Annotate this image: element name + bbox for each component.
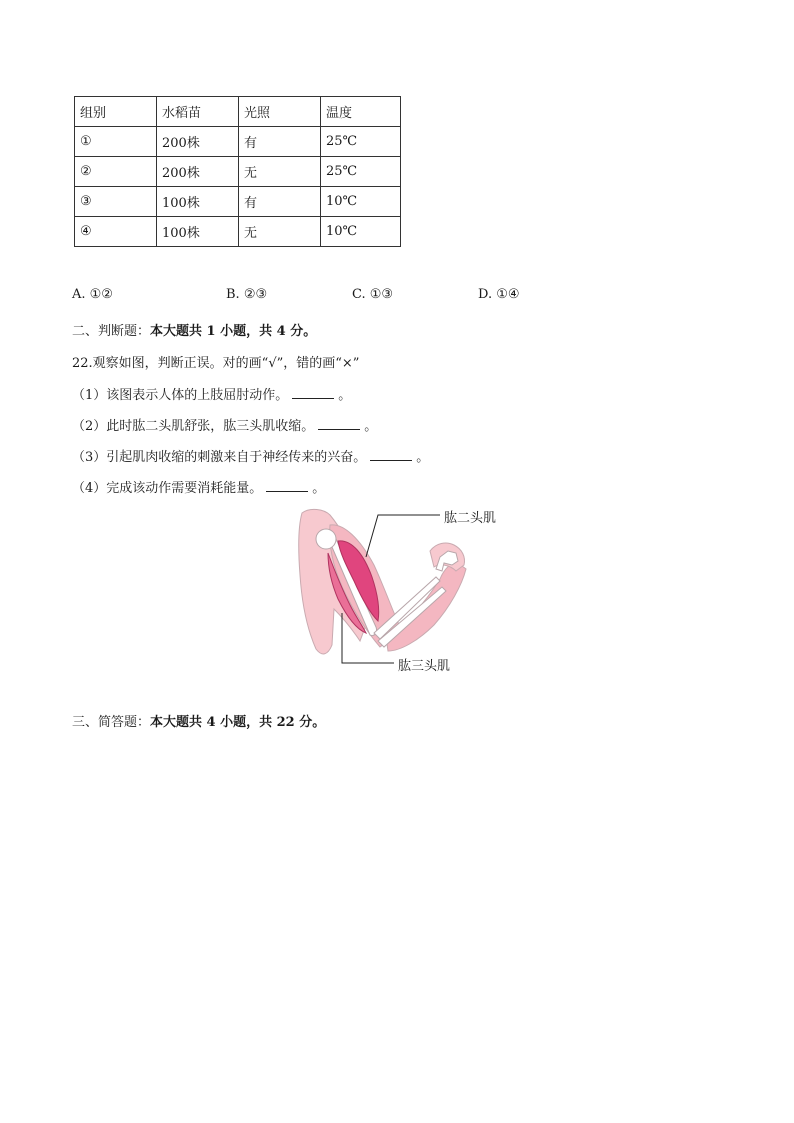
- table-cell: 25℃: [321, 157, 401, 187]
- table-cell: ②: [75, 157, 157, 187]
- option-b[interactable]: B. ②③: [226, 287, 268, 302]
- arm-illustration: [290, 505, 520, 680]
- triceps-label: 肱三头肌: [398, 659, 451, 674]
- section-desc: 本大题共 1 小题，共 4 分。: [150, 324, 317, 339]
- option-c[interactable]: C. ①③: [352, 287, 394, 302]
- shoulder-joint: [316, 529, 336, 549]
- question-item-end: 。: [338, 388, 352, 403]
- section-prefix: 二、判断题：: [72, 324, 151, 339]
- question-item: [72, 415, 377, 434]
- biceps-leader-line: [366, 515, 440, 557]
- question-item-text: （4）完成该动作需要消耗能量。: [72, 481, 263, 496]
- question-item-text: （1）该图表示人体的上肢屈肘动作。: [72, 388, 289, 403]
- section-heading-2: [72, 320, 316, 339]
- table-cell: 无: [239, 217, 321, 247]
- section-heading-3: [72, 711, 325, 730]
- table-row: [75, 127, 401, 157]
- question-item-end: 。: [416, 450, 430, 465]
- table-header-row: [75, 97, 401, 127]
- question-item-text: （3）引起肌肉收缩的刺激来自于神经传来的兴奋。: [72, 450, 367, 465]
- table-cell: 25℃: [321, 127, 401, 157]
- table-cell: ④: [75, 217, 157, 247]
- table-cell: 10℃: [321, 217, 401, 247]
- table-row: [75, 217, 401, 247]
- experiment-table: [74, 96, 401, 247]
- question-item-text: （2）此时肱二头肌舒张，肱三头肌收缩。: [72, 419, 315, 434]
- question-item-end: 。: [312, 481, 326, 496]
- question-item: [72, 477, 325, 496]
- option-d[interactable]: D. ①④: [478, 287, 520, 302]
- table-cell: 200株: [157, 127, 239, 157]
- table-cell: 100株: [157, 217, 239, 247]
- question-item-end: 。: [364, 419, 378, 434]
- table-header-cell: 水稻苗: [157, 97, 239, 127]
- table-header-cell: 光照: [239, 97, 321, 127]
- table-header-cell: 温度: [321, 97, 401, 127]
- table-cell: 200株: [157, 157, 239, 187]
- answer-options: [72, 287, 632, 305]
- table-row: [75, 157, 401, 187]
- section-prefix: 三、简答题：: [72, 715, 151, 730]
- answer-blank[interactable]: [292, 386, 334, 399]
- answer-blank[interactable]: [318, 417, 360, 430]
- question-item: [72, 446, 429, 465]
- table-row: [75, 187, 401, 217]
- option-a[interactable]: A. ①②: [72, 287, 113, 302]
- table-cell: 100株: [157, 187, 239, 217]
- section-desc: 本大题共 4 小题，共 22 分。: [150, 715, 326, 730]
- table-header-cell: 组别: [75, 97, 157, 127]
- arm-muscle-figure: [290, 505, 520, 680]
- biceps-label: 肱二头肌: [444, 511, 497, 526]
- answer-blank[interactable]: [370, 448, 412, 461]
- table-cell: 有: [239, 127, 321, 157]
- table-cell: ①: [75, 127, 157, 157]
- question-stem: 22.观察如图，判断正误。对的画“√”，错的画“×”: [72, 356, 360, 371]
- table-cell: 有: [239, 187, 321, 217]
- table-cell: 10℃: [321, 187, 401, 217]
- question-item: [72, 384, 351, 403]
- answer-blank[interactable]: [266, 479, 308, 492]
- table-cell: 无: [239, 157, 321, 187]
- table-cell: ③: [75, 187, 157, 217]
